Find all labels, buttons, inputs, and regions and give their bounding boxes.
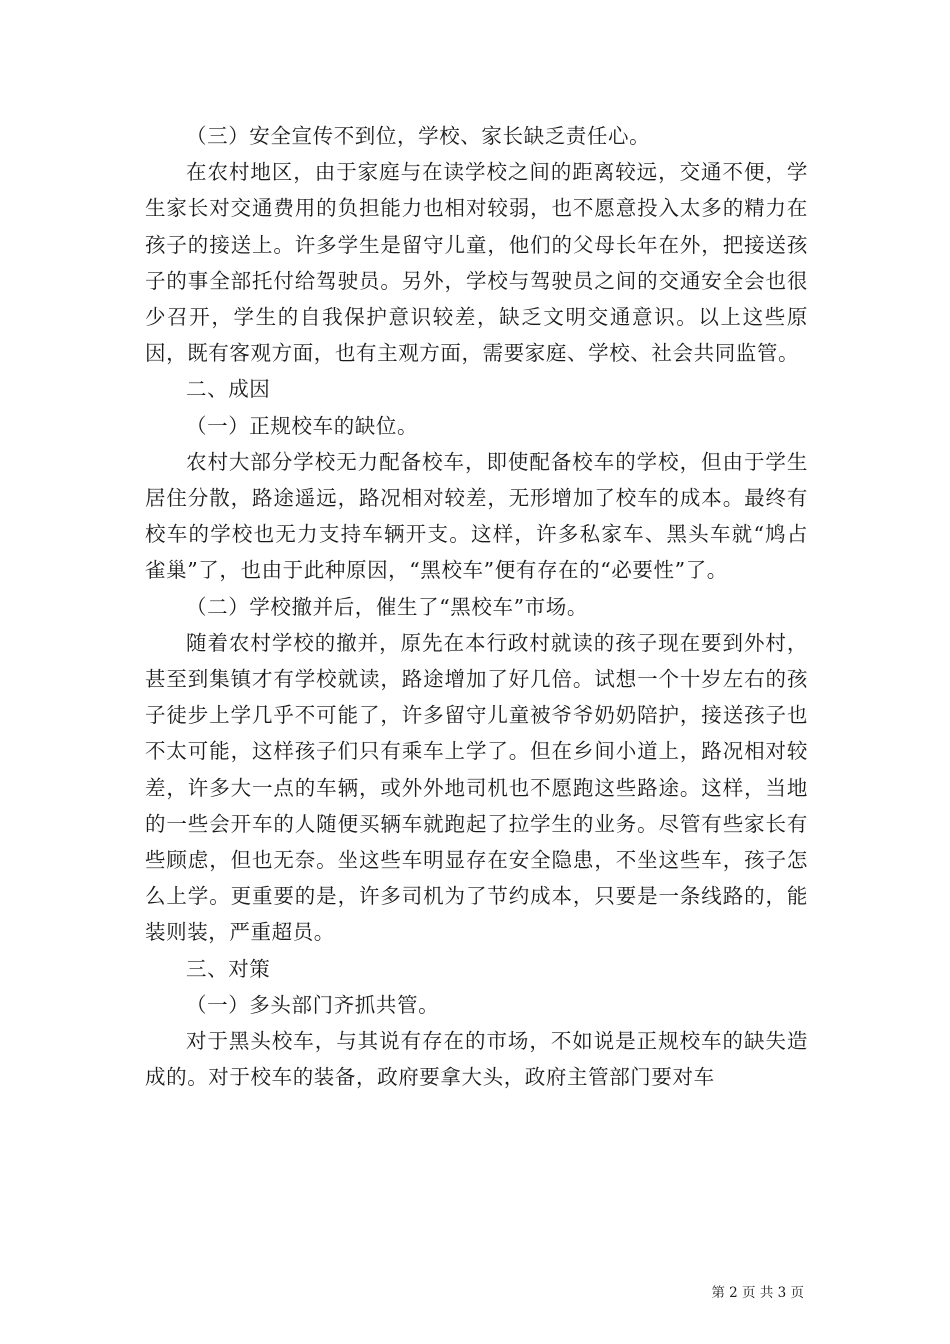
section-heading-causes: 二、成因 xyxy=(186,377,271,402)
paragraph-rural-transport: 在农村地区，由于家庭与在读学校之间的距离较远，交通不便，学生家长对交通费用的负担能力也相对较弱，也不愿意投入太多的精力在孩子的接送上。许多学生是留守儿童，他们的父母长年在外，把接送孩子的事全部托付给驾驶员。另外，学校与驾驶员之间的交通安全会也很少召开，学生的自我保护意识较差，缺乏文明交通意识。以上这些原因，既有客观方面，也有主观方面，需要家庭、学校、社会共同监管。 xyxy=(145,160,808,366)
subheading-2-school-merger: （二）学校撤并后，催生了“黑校车”市场。 xyxy=(186,594,588,619)
section-heading-3-safety-publicity: （三）安全宣传不到位，学校、家长缺乏责任心。 xyxy=(186,124,651,148)
paragraph-black-school-bus: 对于黑头校车，与其说有存在的市场，不如说是正规校车的缺失造成的。对于校车的装备，政府要拿大头，政府主管部门要对车 xyxy=(145,1029,808,1090)
section-heading-countermeasures: 三、对策 xyxy=(186,956,271,981)
subheading-1-joint-management: （一）多头部门齐抓共管。 xyxy=(186,992,440,1017)
page-number-footer: 第 2 页 共 3 页 xyxy=(711,1285,804,1301)
paragraph-school-merger-effects: 随着农村学校的撤并，原先在本行政村就读的孩子现在要到外村，甚至到集镇才有学校就读，路途增加了好几倍。试想一个十岁左右的孩子徒步上学几乎不可能了，许多留守儿童被爷爷奶奶陪护，接送孩子也不太可能，这样孩子们只有乘车上学了。但在乡间小道上，路况相对较差，许多大一点的车辆，或外外地司机也不愿跑这些路途。这样，当地的一些会开车的人随便买辆车就跑起了拉学生的业务。尽管有些家长有些顾虑，但也无奈。坐这些车明显存在安全隐患，不坐这些车，孩子怎么上学。更重要的是，许多司机为了节约成本，只要是一条线路的，能装则装，严重超员。 xyxy=(145,630,808,945)
paragraph-school-bus-cost: 农村大部分学校无力配备校车，即使配备校车的学校，但由于学生居住分散，路途遥远，路况相对较差，无形增加了校车的成本。最终有校车的学校也无力支持车辆开支。这样，许多私家车、黑头车就“鸠占雀巢”了，也由于此种原因，“黑校车”便有存在的“必要性”了。 xyxy=(145,449,808,583)
document-body xyxy=(145,118,808,1095)
subheading-1-missing-school-bus: （一）正规校车的缺位。 xyxy=(186,413,419,438)
